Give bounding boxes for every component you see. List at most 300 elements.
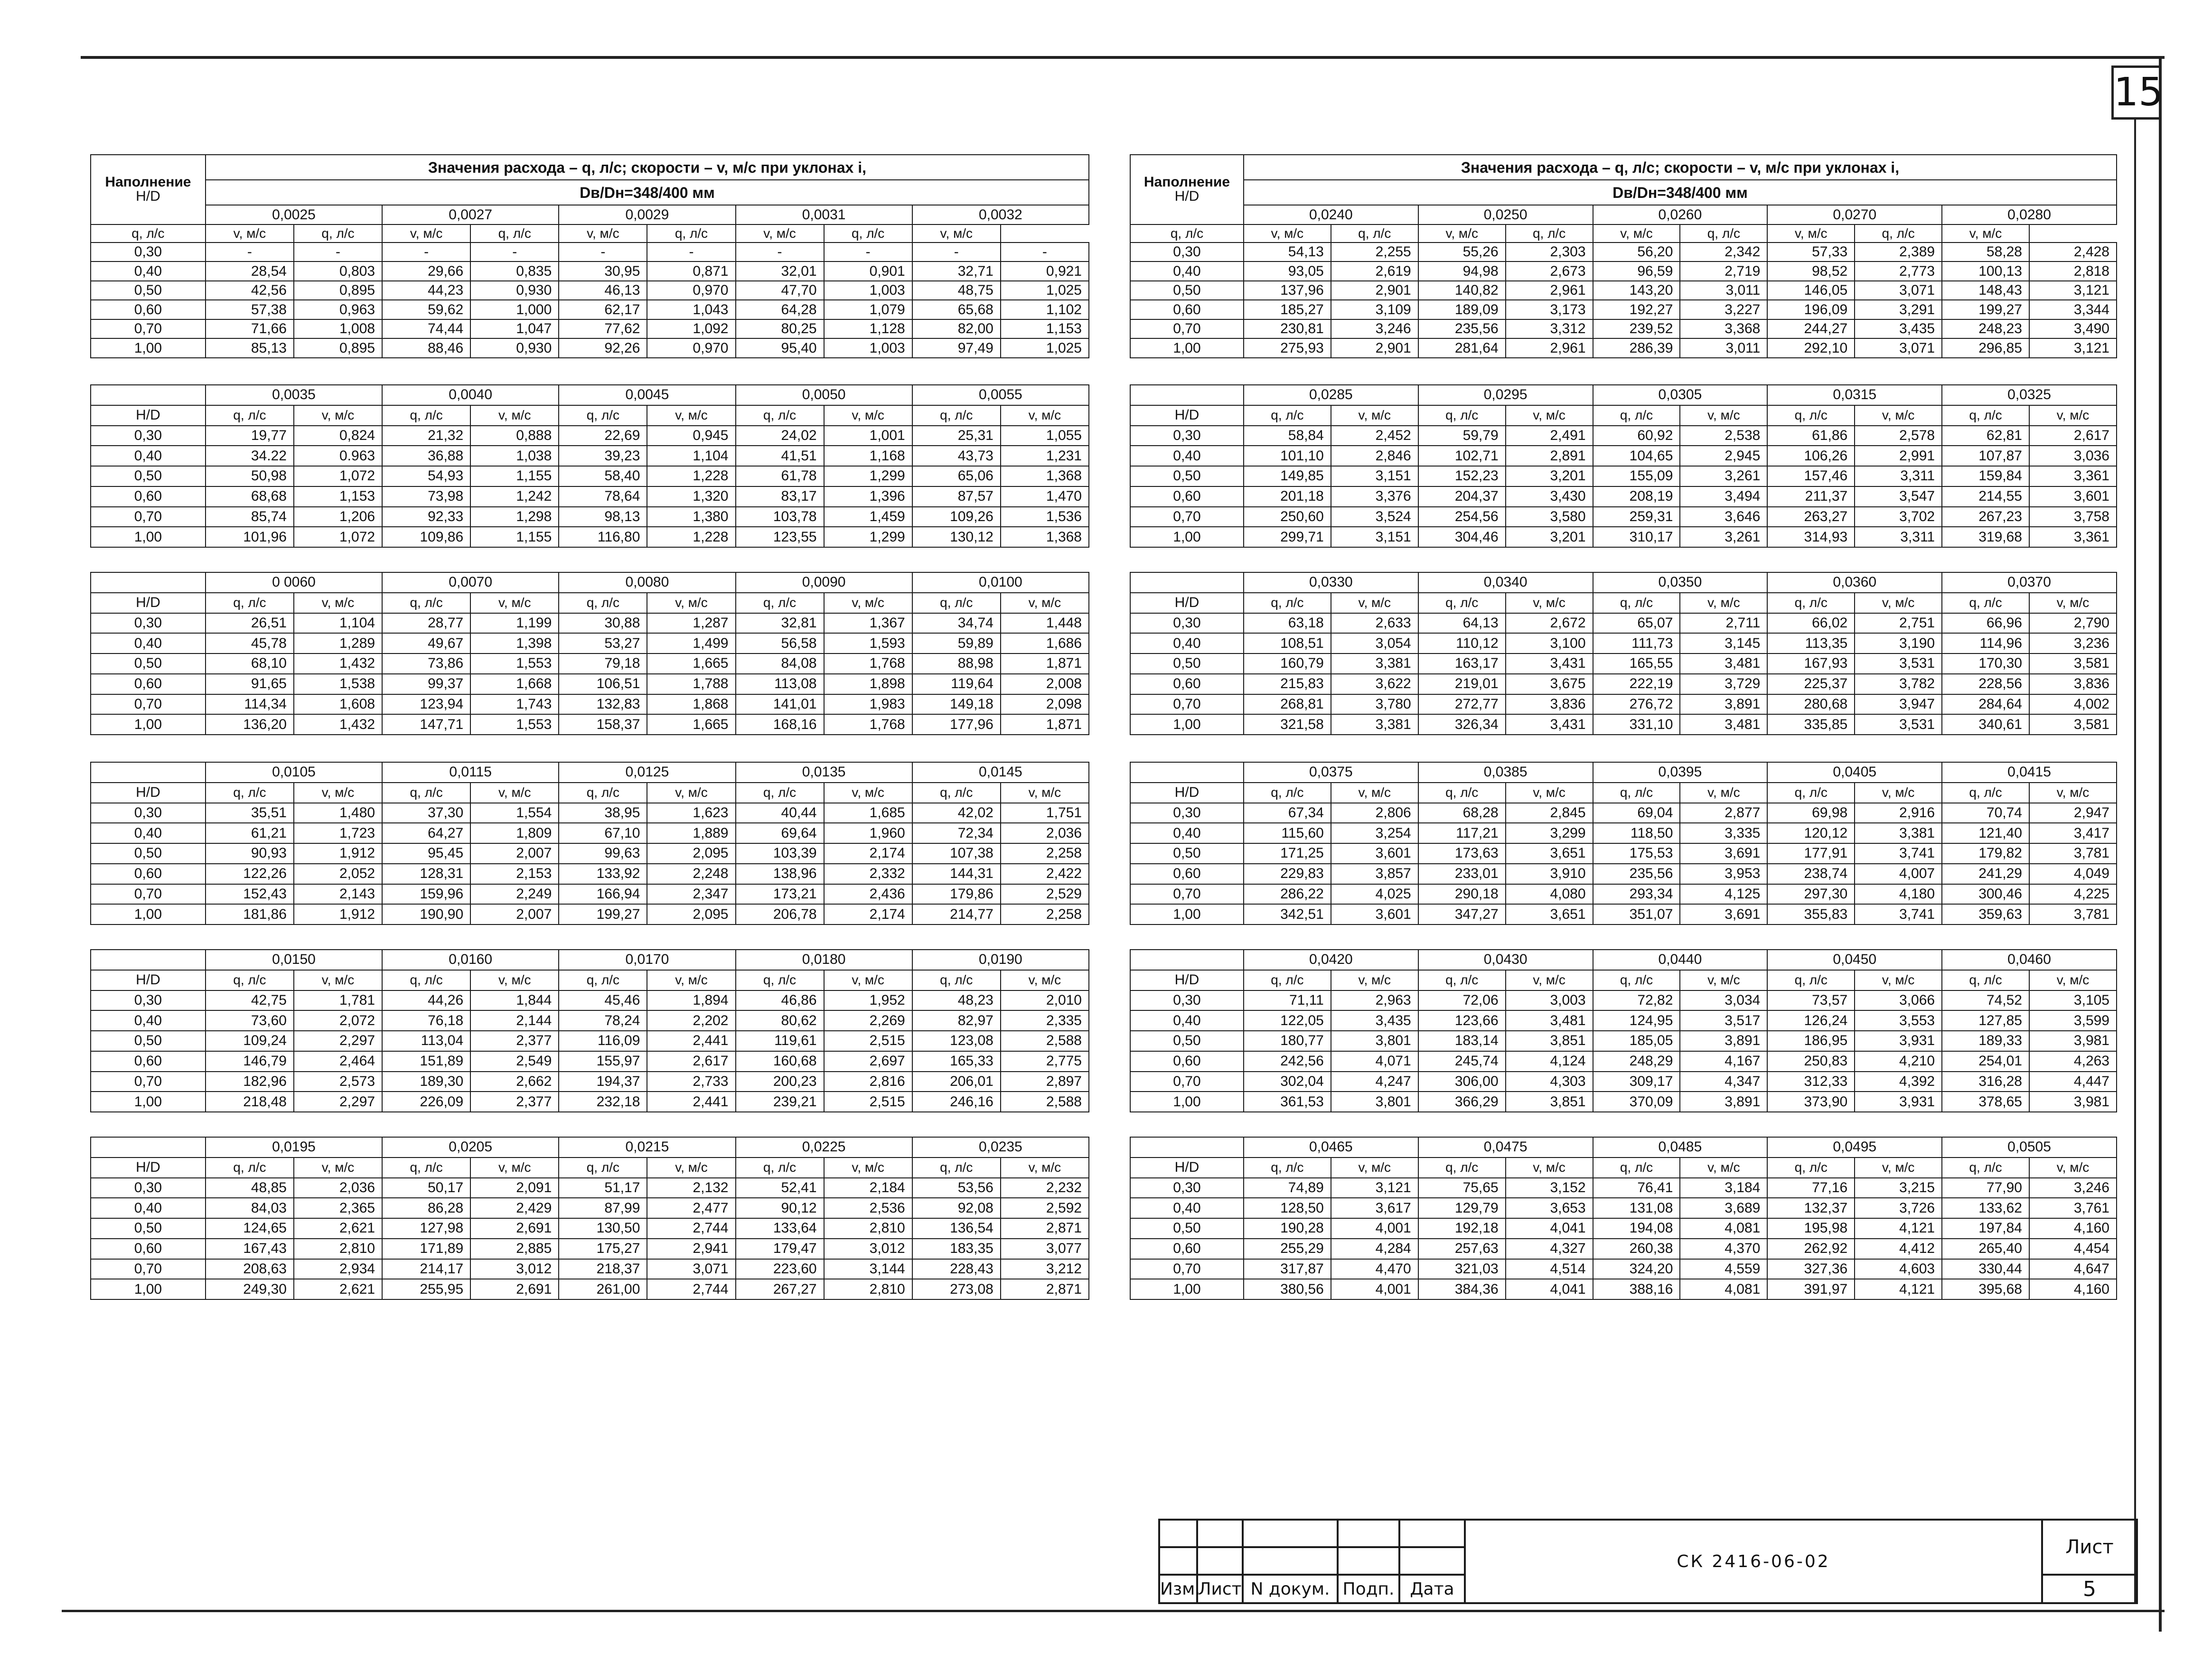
fill-ratio-cell: 1,00 (91, 1092, 206, 1112)
q-value-cell: 24,02 (736, 426, 824, 446)
v-value-cell: 0,945 (647, 426, 735, 446)
v-value-cell: 3,012 (824, 1239, 912, 1259)
q-value-cell: 239,52 (1593, 319, 1680, 339)
q-header: q, л/с (1418, 1158, 1506, 1178)
q-value-cell: 183,14 (1418, 1031, 1506, 1051)
v-value-cell: 1,128 (824, 319, 912, 339)
v-value-cell: 3,105 (2029, 990, 2117, 1011)
q-header: q, л/с (912, 783, 1001, 803)
v-value-cell: 1,432 (294, 654, 382, 674)
v-value-cell: 1,003 (824, 281, 912, 300)
q-header: q, л/с (559, 970, 647, 990)
v-value-cell: 2,332 (824, 864, 912, 884)
q-value-cell: 121,40 (1942, 823, 2029, 843)
slope-header: 0,0305 (1593, 385, 1768, 405)
fill-label: Наполнение (105, 174, 191, 190)
q-value-cell: 309,17 (1593, 1072, 1680, 1092)
fill-ratio-cell: 0,40 (1130, 1010, 1244, 1031)
flow-table-block (90, 154, 1089, 358)
fill-ratio-cell: 0,50 (91, 654, 206, 674)
q-value-cell: 123,94 (382, 694, 470, 715)
q-value-cell: 85,13 (206, 338, 294, 358)
v-value-cell: 4,025 (1331, 884, 1418, 905)
q-value-cell: 56,58 (736, 633, 824, 654)
fill-ratio-cell: 0,50 (91, 1218, 206, 1239)
v-value-cell: 2,095 (647, 904, 735, 924)
v-value-cell: 1,368 (1001, 527, 1089, 547)
q-value-cell: 102,71 (1418, 446, 1506, 466)
v-value-cell: 2,751 (1855, 613, 1942, 634)
v-value-cell: 4,160 (2029, 1279, 2117, 1299)
q-value-cell: 286,22 (1244, 884, 1331, 905)
slope-header: 0,0195 (206, 1137, 382, 1158)
v-value-cell: 1,608 (294, 694, 382, 715)
q-value-cell: 170,30 (1942, 654, 2029, 674)
v-value-cell: 1,685 (824, 803, 912, 823)
table-row (91, 1218, 1089, 1239)
v-value-cell: 2,897 (1001, 1072, 1089, 1092)
q-value-cell: 265,40 (1942, 1239, 2029, 1259)
v-value-cell: 2,538 (1680, 426, 1767, 446)
q-header: q, л/с (1593, 405, 1680, 426)
q-value-cell: 149,85 (1244, 466, 1331, 486)
fill-ratio-cell: 0,60 (91, 1239, 206, 1259)
v-value-cell: 2,991 (1855, 446, 1942, 466)
v-value-cell: 3,981 (2029, 1031, 2117, 1051)
v-header: v, м/с (1855, 970, 1942, 990)
fill-ratio-cell: 0,70 (91, 507, 206, 527)
v-value-cell: 3,531 (1855, 714, 1942, 735)
q-value-cell: 248,29 (1593, 1051, 1680, 1072)
q-header: q, л/с (1942, 593, 2029, 613)
slope-header: 0,0430 (1418, 950, 1593, 970)
q-value-cell: 64,13 (1418, 613, 1506, 634)
v-value-cell: 0,901 (824, 261, 912, 281)
slope-header: 0,0205 (382, 1137, 559, 1158)
v-value-cell: 4,081 (1680, 1279, 1767, 1299)
fill-ratio-cell: 0,40 (91, 1198, 206, 1218)
table-row (1130, 674, 2117, 694)
v-value-cell: 3,376 (1331, 486, 1418, 507)
v-value-cell: 3,236 (2029, 633, 2117, 654)
q-value-cell: 388,16 (1593, 1279, 1680, 1299)
q-value-cell: 159,84 (1942, 466, 2029, 486)
v-value-cell: 4,412 (1855, 1239, 1942, 1259)
v-header: v, м/с (1506, 1158, 1593, 1178)
v-value-cell: 3,011 (1680, 338, 1767, 358)
v-value-cell: 2,963 (1331, 990, 1418, 1011)
q-value-cell: 128,31 (382, 864, 470, 884)
q-value-cell: 136,54 (912, 1218, 1001, 1239)
v-value-cell: 4,121 (1855, 1279, 1942, 1299)
v-header: v, м/с (824, 593, 912, 613)
q-value-cell: 69,04 (1593, 803, 1680, 823)
hd-label: H/D (1130, 1158, 1244, 1178)
v-value-cell: 3,729 (1680, 674, 1767, 694)
v-value-cell: 2,072 (294, 1010, 382, 1031)
table-row (91, 243, 1089, 262)
v-value-cell: 0,803 (294, 261, 382, 281)
q-value-cell: 82,00 (912, 319, 1001, 339)
q-value-cell: 245,74 (1418, 1051, 1506, 1072)
q-value-cell: 239,21 (736, 1092, 824, 1112)
v-value-cell: 1,432 (294, 714, 382, 735)
q-value-cell: 163,17 (1418, 654, 1506, 674)
fill-ratio-cell: 1,00 (1130, 1092, 1244, 1112)
v-value-cell: 1,299 (824, 527, 912, 547)
q-header: q, л/с (1506, 224, 1593, 243)
v-header: v, м/с (1855, 593, 1942, 613)
v-value-cell: 2,733 (647, 1072, 735, 1092)
q-value-cell: 330,44 (1942, 1259, 2029, 1279)
q-value-cell: 72,06 (1418, 990, 1506, 1011)
slope-header: 0,0505 (1942, 1137, 2117, 1158)
v-value-cell: 3,646 (1680, 507, 1767, 527)
q-value-cell: 60,92 (1593, 426, 1680, 446)
v-value-cell: 1,104 (294, 613, 382, 634)
right-border-line (2159, 56, 2162, 1632)
q-value-cell: 132,83 (559, 694, 647, 715)
q-value-cell: 160,79 (1244, 654, 1331, 674)
fill-ratio-cell: 0,60 (1130, 486, 1244, 507)
table-row (91, 300, 1089, 319)
flow-table-block (1130, 762, 2117, 925)
v-value-cell: 2,255 (1331, 243, 1418, 262)
v-value-cell: 1,242 (470, 486, 559, 507)
table-row (1130, 714, 2117, 735)
q-value-cell: 380,56 (1244, 1279, 1331, 1299)
v-value-cell: 2,945 (1680, 446, 1767, 466)
slope-header: 0,0125 (559, 762, 735, 783)
q-value-cell: 57,38 (206, 300, 294, 319)
v-header: v, м/с (1680, 783, 1767, 803)
q-value-cell: 275,93 (1244, 338, 1331, 358)
v-value-cell: 3,953 (1680, 864, 1767, 884)
v-value-cell: 4,049 (2029, 864, 2117, 884)
fill-ratio-cell: 1,00 (1130, 338, 1244, 358)
v-value-cell: 3,891 (1680, 1092, 1767, 1112)
q-value-cell: 226,09 (382, 1092, 470, 1112)
v-value-cell: 2,132 (647, 1178, 735, 1198)
q-header: q, л/с (912, 970, 1001, 990)
hd-label: H/D (91, 593, 206, 613)
v-value-cell: 3,481 (1680, 714, 1767, 735)
v-value-cell: 4,392 (1855, 1072, 1942, 1092)
q-value-cell: 74,52 (1942, 990, 2029, 1011)
q-value-cell: 235,56 (1593, 864, 1680, 884)
q-value-cell: 214,17 (382, 1259, 470, 1279)
v-value-cell: 3,215 (1855, 1178, 1942, 1198)
q-value-cell: 61,86 (1767, 426, 1855, 446)
slope-header: 0,0090 (736, 572, 912, 593)
v-value-cell: 3,431 (1506, 714, 1593, 735)
q-value-cell: 77,62 (559, 319, 647, 339)
q-value-cell: 130,50 (559, 1218, 647, 1239)
fill-header (91, 155, 206, 224)
v-value-cell: 1,788 (647, 674, 735, 694)
v-value-cell: 2,810 (824, 1218, 912, 1239)
v-value-cell: 1,380 (647, 507, 735, 527)
v-value-cell: 4,454 (2029, 1239, 2117, 1259)
v-value-cell: 3,311 (1855, 466, 1942, 486)
q-value-cell: 219,01 (1418, 674, 1506, 694)
q-value-cell: 59,62 (382, 300, 470, 319)
v-value-cell: 3,741 (1855, 904, 1942, 924)
q-value-cell: 61,78 (736, 466, 824, 486)
q-value-cell: 90,12 (736, 1198, 824, 1218)
v-value-cell: 4,180 (1855, 884, 1942, 905)
table-row (1130, 486, 2117, 507)
q-value-cell: 62,81 (1942, 426, 2029, 446)
q-value-cell: 69,98 (1767, 803, 1855, 823)
q-header: q, л/с (1244, 970, 1331, 990)
v-value-cell: 1,003 (824, 338, 912, 358)
v-value-cell: 1,898 (824, 674, 912, 694)
q-value-cell: 133,62 (1942, 1198, 2029, 1218)
q-value-cell: 109,24 (206, 1031, 294, 1051)
q-value-cell: 359,63 (1942, 904, 2029, 924)
v-value-cell: 3,212 (1001, 1259, 1089, 1279)
fill-ratio-cell: 0,70 (91, 1259, 206, 1279)
v-value-cell: 1,231 (1001, 446, 1089, 466)
flow-table-block (1130, 949, 2117, 1112)
v-value-cell: 2,202 (647, 1010, 735, 1031)
stamp-header-doc: N докум. (1243, 1575, 1338, 1603)
q-value-cell: 316,28 (1942, 1072, 2029, 1092)
q-value-cell: 52,41 (736, 1178, 824, 1198)
slope-header: 0,0295 (1418, 385, 1593, 405)
table-row (91, 633, 1089, 654)
v-value-cell: 2,452 (1331, 426, 1418, 446)
v-value-cell: 2,174 (824, 843, 912, 864)
v-value-cell: 2,885 (470, 1239, 559, 1259)
q-value-cell: 127,85 (1942, 1010, 2029, 1031)
table-row (1130, 884, 2117, 905)
q-value-cell: 54,13 (1244, 243, 1331, 262)
q-value-cell: 101,10 (1244, 446, 1331, 466)
q-header: q, л/с (382, 593, 470, 613)
v-value-cell: 1,153 (294, 486, 382, 507)
q-value-cell: 158,37 (559, 714, 647, 735)
q-value-cell: 199,27 (559, 904, 647, 924)
slope-header: 0,0045 (559, 385, 735, 405)
v-value-cell: 3,741 (1855, 843, 1942, 864)
v-value-cell: 1,072 (294, 466, 382, 486)
q-value-cell: 54,93 (382, 466, 470, 486)
q-value-cell: 99,63 (559, 843, 647, 864)
v-header: v, м/с (1855, 783, 1942, 803)
q-header: q, л/с (912, 1158, 1001, 1178)
v-value-cell: 0,835 (470, 261, 559, 281)
v-value-cell: 3,368 (1680, 319, 1767, 339)
q-value-cell: 197,84 (1942, 1218, 2029, 1239)
fill-ratio-cell: 0,50 (91, 281, 206, 300)
table-row (91, 1051, 1089, 1072)
stamp-header-sign: Подп. (1338, 1575, 1399, 1603)
v-value-cell: 0,921 (1001, 261, 1089, 281)
v-header: v, м/с (824, 970, 912, 990)
q-value-cell: 45,78 (206, 633, 294, 654)
sheet-label: Лист (2042, 1520, 2137, 1575)
q-value-cell: 88,46 (382, 338, 470, 358)
v-value-cell: 1,199 (470, 613, 559, 634)
v-value-cell: 3,531 (1855, 654, 1942, 674)
slope-header: 0,0280 (1942, 205, 2117, 224)
q-value-cell: 171,25 (1244, 843, 1331, 864)
fill-ratio-cell: 0,30 (1130, 243, 1244, 262)
table-row (91, 714, 1089, 735)
v-header: v, м/с (294, 1158, 382, 1178)
table-row (1130, 1259, 2117, 1279)
v-value-cell: 3,553 (1855, 1010, 1942, 1031)
q-value-cell: 192,18 (1418, 1218, 1506, 1239)
q-value-cell: 395,68 (1942, 1279, 2029, 1299)
v-header: v, м/с (647, 783, 735, 803)
q-value-cell: 73,86 (382, 654, 470, 674)
q-value-cell: 286,39 (1593, 338, 1680, 358)
v-value-cell: 2,297 (294, 1092, 382, 1112)
v-value-cell: 2,662 (470, 1072, 559, 1092)
q-value-cell: 71,66 (206, 319, 294, 339)
slope-header: 0,0040 (382, 385, 559, 405)
q-header: q, л/с (1418, 405, 1506, 426)
v-value-cell: 2,744 (647, 1279, 735, 1299)
fill-ratio-cell: 0,50 (1130, 654, 1244, 674)
q-value-cell: 196,09 (1767, 300, 1855, 319)
q-header: q, л/с (1680, 224, 1767, 243)
q-value-cell: 39,23 (559, 446, 647, 466)
q-value-cell: 157,46 (1767, 466, 1855, 486)
hd-label: H/D (91, 783, 206, 803)
v-value-cell: 3,227 (1680, 300, 1767, 319)
q-value-cell: 173,63 (1418, 843, 1506, 864)
q-value-cell: 254,01 (1942, 1051, 2029, 1072)
q-value-cell: - (382, 243, 470, 262)
v-value-cell: 3,254 (1331, 823, 1418, 843)
q-value-cell: 165,33 (912, 1051, 1001, 1072)
slope-header: 0,0405 (1767, 762, 1942, 783)
v-value-cell: 3,702 (1855, 507, 1942, 527)
v-value-cell: 0.963 (294, 446, 382, 466)
v-value-cell: 3,417 (2029, 823, 2117, 843)
fill-ratio-cell: 0,60 (1130, 1051, 1244, 1072)
v-value-cell: 3,617 (1331, 1198, 1418, 1218)
q-value-cell: 48,23 (912, 990, 1001, 1011)
table-row (91, 446, 1089, 466)
v-value-cell: 2,477 (647, 1198, 735, 1218)
v-value-cell: 2,428 (2029, 243, 2117, 262)
table-row (91, 466, 1089, 486)
v-value-cell: 3,381 (1331, 714, 1418, 735)
v-value-cell: 0,930 (470, 281, 559, 300)
table-row (1130, 426, 2117, 446)
q-value-cell: 51,17 (559, 1178, 647, 1198)
q-value-cell: 302,04 (1244, 1072, 1331, 1092)
v-value-cell: 1,470 (1001, 486, 1089, 507)
fill-ratio-cell: 0,50 (91, 843, 206, 864)
q-value-cell: - (559, 243, 647, 262)
q-value-cell: 257,63 (1418, 1239, 1506, 1259)
v-header: v, м/с (647, 970, 735, 990)
q-value-cell: 272,77 (1418, 694, 1506, 715)
v-header: v, м/с (470, 405, 559, 426)
q-header: q, л/с (1418, 593, 1506, 613)
q-value-cell: 42,02 (912, 803, 1001, 823)
v-value-cell: 2,578 (1855, 426, 1942, 446)
q-value-cell: 35,51 (206, 803, 294, 823)
q-value-cell: 254,56 (1418, 507, 1506, 527)
fill-ratio-cell: 1,00 (1130, 527, 1244, 547)
v-value-cell: 3,109 (1331, 300, 1418, 319)
table-row (91, 319, 1089, 339)
v-value-cell: 1,538 (294, 674, 382, 694)
v-value-cell: 2,697 (824, 1051, 912, 1072)
stamp-header-izm: Изм. (1159, 1575, 1197, 1603)
v-value-cell: 2,377 (470, 1092, 559, 1112)
q-value-cell: 97,49 (912, 338, 1001, 358)
v-value-cell: 1,079 (824, 300, 912, 319)
v-value-cell: 4,247 (1331, 1072, 1418, 1092)
q-value-cell: 273,08 (912, 1279, 1001, 1299)
q-value-cell: 74,89 (1244, 1178, 1331, 1198)
table-row (91, 486, 1089, 507)
q-value-cell: 109,26 (912, 507, 1001, 527)
q-value-cell: 189,30 (382, 1072, 470, 1092)
v-value-cell: 2,871 (1001, 1218, 1089, 1239)
table-row (91, 884, 1089, 905)
slope-header: 0,0100 (912, 572, 1089, 593)
hd-label: H/D (1130, 783, 1244, 803)
v-value-cell: 2,365 (294, 1198, 382, 1218)
v-value-cell: 1,665 (647, 714, 735, 735)
q-value-cell: 87,99 (559, 1198, 647, 1218)
q-value-cell: 355,83 (1767, 904, 1855, 924)
v-header: v, м/с (1593, 224, 1680, 243)
q-value-cell: 82,97 (912, 1010, 1001, 1031)
v-value-cell: 4,001 (1331, 1218, 1418, 1239)
v-value-cell: 2,258 (1001, 904, 1089, 924)
slope-header: 0,0260 (1593, 205, 1768, 224)
q-header: q, л/с (1942, 405, 2029, 426)
slope-header: 0,0485 (1593, 1137, 1768, 1158)
q-value-cell: 113,08 (736, 674, 824, 694)
sheet-number: 5 (2042, 1575, 2137, 1603)
q-value-cell: 70,74 (1942, 803, 2029, 823)
v-value-cell: 1,104 (647, 446, 735, 466)
q-value-cell: 93,05 (1244, 261, 1331, 281)
q-value-cell: 175,53 (1593, 843, 1680, 864)
q-value-cell: 244,27 (1767, 319, 1855, 339)
v-value-cell: 3,891 (1680, 1031, 1767, 1051)
v-header: v, м/с (1001, 593, 1089, 613)
v-value-cell: 2,719 (1680, 261, 1767, 281)
q-value-cell: 159,96 (382, 884, 470, 905)
v-header: v, м/с (206, 224, 294, 243)
q-value-cell: 340,61 (1942, 714, 2029, 735)
v-value-cell: 3,261 (1680, 527, 1767, 547)
q-value-cell: 119,61 (736, 1031, 824, 1051)
table-row (91, 426, 1089, 446)
v-value-cell: 1,554 (470, 803, 559, 823)
q-value-cell: 199,27 (1942, 300, 2029, 319)
q-value-cell: 120,12 (1767, 823, 1855, 843)
hd-label: H/D (91, 405, 206, 426)
v-value-cell: 3,801 (1331, 1092, 1418, 1112)
slope-header: 0,0225 (736, 1137, 912, 1158)
q-value-cell: 95,40 (736, 338, 824, 358)
v-value-cell: 1,668 (470, 674, 559, 694)
q-value-cell: 98,52 (1767, 261, 1855, 281)
